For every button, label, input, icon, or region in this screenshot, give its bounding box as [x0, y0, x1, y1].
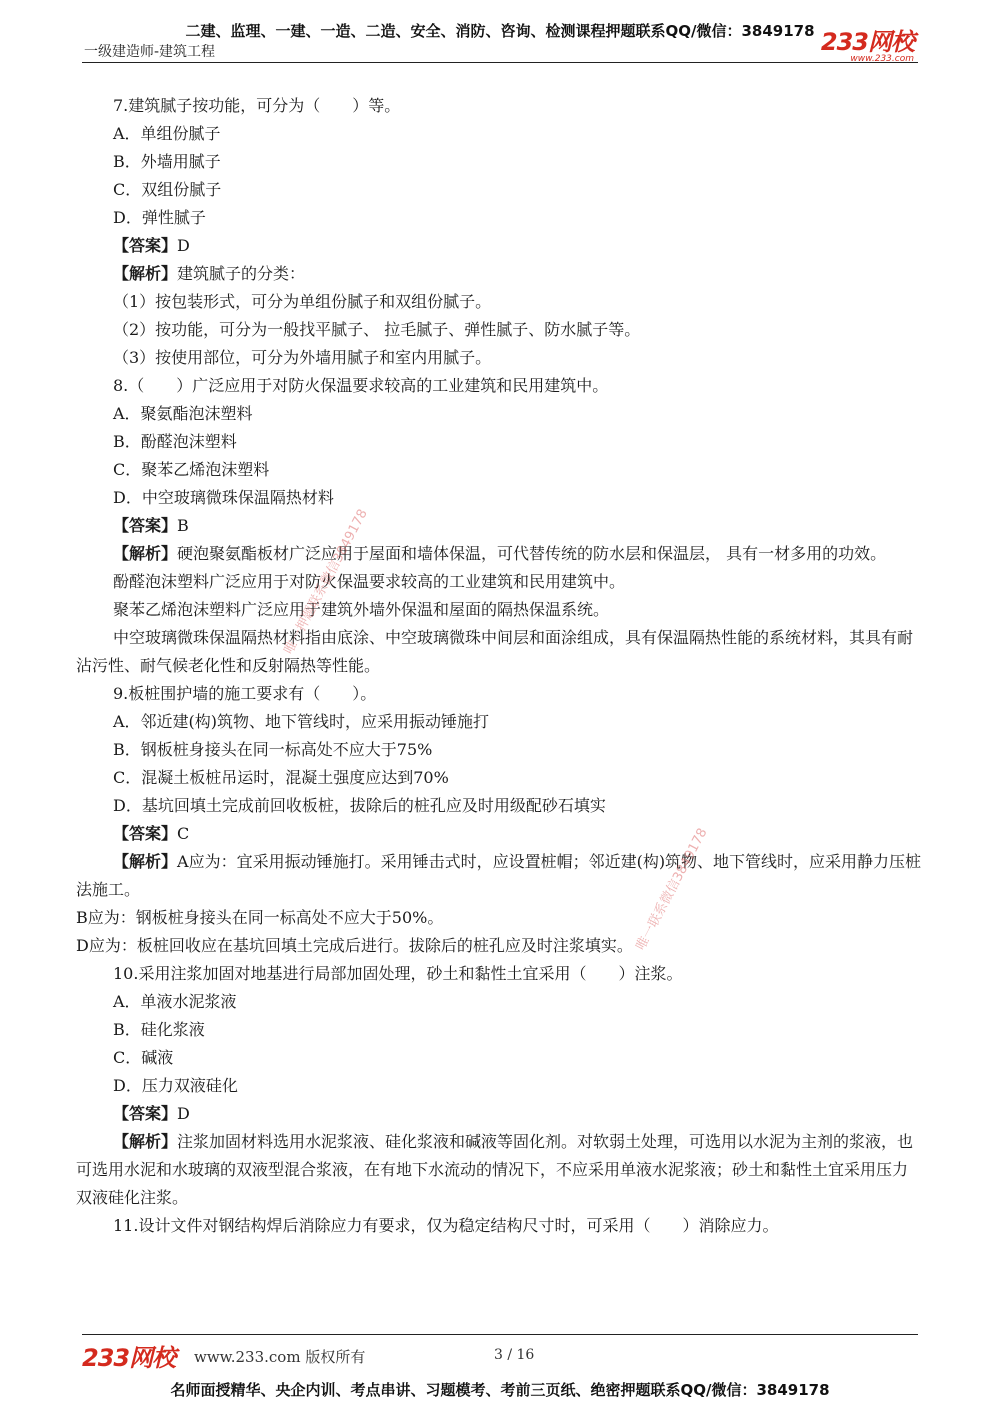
analysis-item: （3）按使用部位，可分为外墙用腻子和室内用腻子。: [113, 348, 492, 367]
option: D．压力双液硅化: [113, 1076, 238, 1095]
analysis-tag: 【解析】: [113, 264, 178, 283]
analysis-item: （1）按包装形式，可分为单组份腻子和双组份腻子。: [113, 292, 492, 311]
option: D．弹性腻子: [113, 208, 206, 227]
answer-tag: 【答案】: [113, 1104, 178, 1123]
analysis-text: 建筑腻子的分类：: [177, 264, 306, 283]
footer-logo: 233网校: [82, 1344, 176, 1372]
header-logo: [821, 22, 914, 64]
option: A．单液水泥浆液: [113, 992, 237, 1011]
analysis-tag: 【解析】: [113, 544, 178, 563]
question-stem: 8.（ ）广泛应用于对防火保温要求较高的工业建筑和民用建筑中。: [113, 376, 609, 395]
option: C．双组份腻子: [113, 180, 222, 199]
option: A．单组份腻子: [113, 124, 221, 143]
header-subject: 一级建造师-建筑工程: [84, 44, 216, 60]
answer-value: B: [177, 516, 189, 535]
option: C．碱液: [113, 1048, 174, 1067]
analysis-paragraph: 酚醛泡沫塑料广泛应用于对防火保温要求较高的工业建筑和民用建筑中。: [113, 572, 626, 591]
answer-line: [76, 232, 922, 260]
watermark: 唯一联系微信3849178: [633, 825, 711, 953]
option: A．聚氨酯泡沫塑料: [113, 404, 253, 423]
analysis-paragraph: B应为：钢板桩身接头在同一标高处不应大于50%。: [76, 908, 444, 927]
logo-text: 233网校: [820, 28, 914, 56]
answer-value: D: [177, 236, 190, 255]
option: C．聚苯乙烯泡沫塑料: [113, 460, 270, 479]
answer-line: [76, 512, 922, 540]
header-divider: [82, 62, 918, 63]
analysis-tag: 【解析】: [113, 852, 178, 871]
option: B．酚醛泡沫塑料: [113, 432, 237, 451]
analysis-item: （2）按功能，可分为一般找平腻子、 拉毛腻子、弹性腻子、防水腻子等。: [113, 320, 641, 339]
logo-url: www.233.com: [850, 54, 914, 64]
option: A．邻近建(构)筑物、地下管线时，应采用振动锤施打: [113, 712, 490, 731]
answer-line: [76, 1100, 922, 1128]
answer-line: [76, 820, 922, 848]
answer-value: D: [177, 1104, 190, 1123]
analysis-tag: 【解析】: [113, 1132, 178, 1151]
analysis-line: [76, 848, 922, 904]
question-stem: 11.设计文件对钢结构焊后消除应力有要求，仅为稳定结构尺寸时，可采用（ ）消除应力。: [113, 1216, 779, 1235]
option: C．混凝土板桩吊运时，混凝土强度应达到70%: [113, 768, 449, 787]
document-body: [76, 92, 922, 1240]
option: D．基坑回填土完成前回收板桩，拔除后的桩孔应及时用级配砂石填实: [113, 796, 606, 815]
page-number: 3 / 16: [494, 1347, 535, 1363]
analysis-paragraph: 聚苯乙烯泡沫塑料广泛应用于建筑外墙外保温和屋面的隔热保温系统。: [113, 600, 610, 619]
footer-copyright: www.233.com 版权所有: [194, 1348, 366, 1366]
analysis-text: 注浆加固材料选用水泥浆液、硅化浆液和碱液等固化剂。对软弱土处理，可选用以水泥为主剂的浆液，也可选用水泥和水玻璃的双液型混合浆液，在有地下水流动的情况下，不应采用单液水泥浆液；砂土和黏性土宜采用压力双液硅化注浆。: [76, 1132, 914, 1207]
header-promo: 二建、监理、一建、一造、二造、安全、消防、咨询、检测课程押题联系QQ/微信：3849178: [185, 22, 815, 40]
option: B．外墙用腻子: [113, 152, 221, 171]
question-stem: 7.建筑腻子按功能，可分为（ ）等。: [113, 96, 401, 115]
answer-tag: 【答案】: [113, 516, 178, 535]
analysis-text: A应为：宜采用振动锤施打。采用锤击式时，应设置桩帽；邻近建(构)筑物、地下管线时，应采用静力压桩法施工。: [76, 852, 922, 899]
footer-divider: [82, 1334, 918, 1335]
answer-tag: 【答案】: [113, 236, 178, 255]
analysis-text: 硬泡聚氨酯板材广泛应用于屋面和墙体保温，可代替传统的防水层和保温层， 具有一材多用的功效。: [177, 544, 887, 563]
answer-tag: 【答案】: [113, 824, 178, 843]
analysis-line: [76, 260, 922, 288]
watermark: 唯一押题联系微信3849178: [281, 506, 371, 657]
question-stem: 10.采用注浆加固对地基进行局部加固处理，砂土和黏性土宜采用（ ）注浆。: [113, 964, 683, 983]
option: B．钢板桩身接头在同一标高处不应大于75%: [113, 740, 433, 759]
analysis-line: [76, 540, 922, 568]
answer-value: C: [177, 824, 190, 843]
option: B．硅化浆液: [113, 1020, 205, 1039]
analysis-paragraph: D应为：板桩回收应在基坑回填土完成后进行。拔除后的桩孔应及时注浆填实。: [76, 936, 633, 955]
analysis-line: [76, 1128, 922, 1212]
analysis-paragraph: 中空玻璃微珠保温隔热材料指由底涂、中空玻璃微珠中间层和面涂组成，具有保温隔热性能的系统材料，其具有耐沾污性、耐气候老化性和反射隔热等性能。: [76, 628, 914, 675]
question-stem: 9.板桩围护墙的施工要求有（ ）。: [113, 684, 377, 703]
footer-promo: 名师面授精华、央企内训、考点串讲、习题模考、考前三页纸、绝密押题联系QQ/微信：3849178: [170, 1381, 830, 1399]
option: D．中空玻璃微珠保温隔热材料: [113, 488, 334, 507]
